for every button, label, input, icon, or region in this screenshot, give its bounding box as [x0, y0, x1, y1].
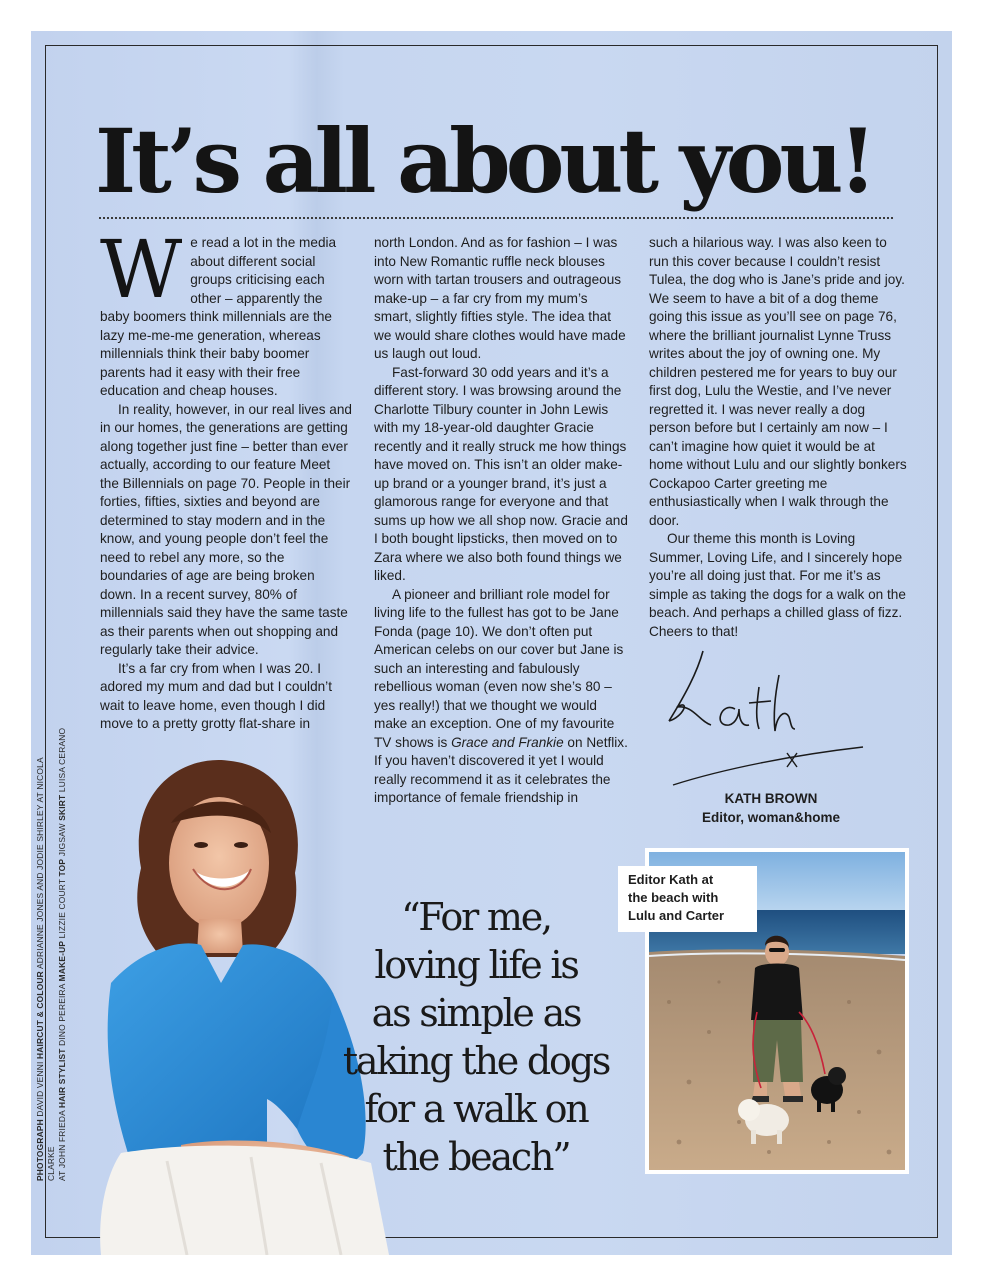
credit-line-1: PHOTOGRAPH DAVID VENNI HAIRCUT & COLOUR ADRIANNE JONES AND JODIE SHIRLEY AT NICOLA CLARKE — [35, 757, 56, 1181]
pull-quote: “For me, loving life is as simple as taking the dogs for a walk on the beach” — [342, 895, 610, 1179]
editor-name: KATH BROWN — [724, 791, 818, 806]
paragraph: A pioneer and brilliant role model for living life to the fullest has got to be Jane Fonda (page 10). We don’t often put American celebs on our cover but Jane is such an interesting and fabulously rebellious woman (even now she’s 80 – yes really!) that we thought we would make an exception. One of my favourite TV shows is Grace and Frankie on Netflix. If you haven’t discovered it yet I would really recommend it as it celebrates the importance of female friendship in — [374, 586, 628, 805]
drop-cap: W — [100, 223, 183, 316]
paragraph: such a hilarious way. I was also keen to run this cover because I couldn’t resist Tulea, the dog who is Jane’s pride and joy. We seem to have a bit of a dog theme going this issue as you’ll see on page 76, where the brilliant journalist Lynne Truss writes about the joy of owning one. My children pestered me for years to buy our first dog, Lulu the Westie, and I’ve never regretted it. I was never really a dog person before but I certainly am now – I can’t imagine how quiet it would be at home without Lulu and our slightly bonkers Cockapoo Carter greeting me enthusiastically when I walk through the door. — [649, 235, 907, 528]
column-3 — [649, 234, 907, 641]
magazine-page — [31, 31, 952, 1255]
dotted-rule — [99, 217, 893, 219]
paragraph: Fast-forward 30 odd years and it’s a different story. I was browsing around the Charlotte Tilbury counter in John Lewis with my 18-year-old daughter Gracie recently and it really struck me how things have moved on. This isn’t an older make-up brand or a younger brand, it’s just a glamorous range for everyone and that sums up how we all shop now. Gracie and I both bought lipsticks, then moved on to Zara where we also both found things we liked. — [374, 364, 628, 583]
column-1 — [100, 223, 352, 734]
editor-title: Editor, woman&home — [701, 810, 840, 825]
paragraph: We read a lot in the media about different social groups criticising each other – apparently the baby boomers think millennials are the lazy me-me-me generation, whereas millennials think their baby boomer parents had it easy with their free education and cheap houses. — [100, 223, 337, 398]
headline: It’s all about you! — [95, 109, 873, 213]
photo-credits — [35, 721, 68, 1181]
handwritten-signature — [663, 643, 873, 793]
credit-line-2: AT JOHN FRIEDA HAIR STYLIST DINO PEREIRA MAKE-UP LIZZIE COURT TOP JIGSAW SKIRT LUISA CERANO — [57, 727, 67, 1181]
editor-signoff — [651, 789, 891, 827]
show-title: Grace and Frankie — [451, 734, 564, 750]
paragraph: Our theme this month is Loving Summer, Loving Life, and I sincerely hope you’re all doing just that. For me it’s as simple as taking the dogs for a walk on the beach. And perhaps a chilled glass of fizz. Cheers to that! — [649, 531, 906, 639]
column-2 — [374, 234, 629, 808]
paragraph: In reality, however, in our real lives and in our homes, the generations are getting along together just fine – better than ever actually, according to our feature Meet the Billennials on page 70. People in their forties, fifties, sixties and beyond are determined to stay modern and in the know, and young people don’t feel the need to rebel any more, so the boundaries of age are being broken down. In a recent survey, 80% of millennials said they have the same taste as their parents when out shopping and regularly take their advice. — [100, 401, 352, 657]
paragraph: It’s a far cry from when I was 20. I adored my mum and dad but I couldn’t wait to leave home, even though I did move to a pretty grotty flat-share in — [100, 660, 332, 731]
paragraph: north London. And as for fashion – I was into New Romantic ruffle neck blouses worn with tartan trousers and outrageous make-up – a far cry from my mum’s smart, slightly fifties style. The idea that we would share clothes would have made us laugh out loud. — [374, 235, 626, 361]
photo-caption: Editor Kath at the beach with Lulu and Carter — [618, 866, 757, 932]
